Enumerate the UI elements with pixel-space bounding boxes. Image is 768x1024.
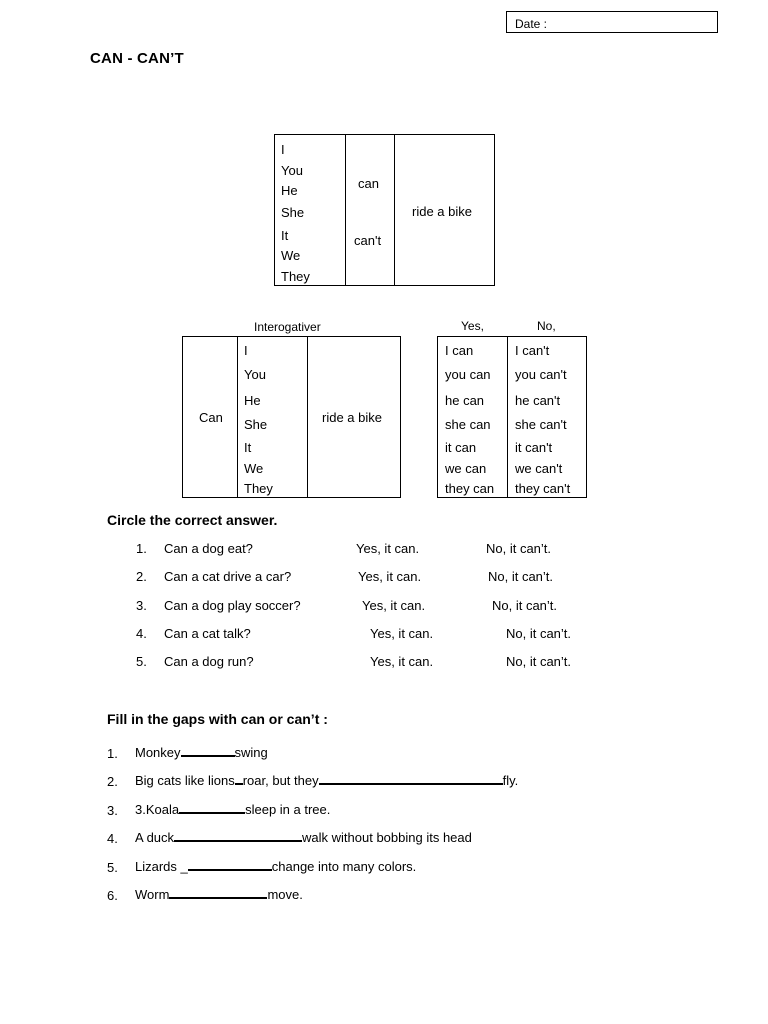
item-number: 1.	[107, 746, 118, 761]
sentence-middle: roar, but they	[242, 773, 319, 788]
question-text: Can a cat talk?	[164, 626, 251, 641]
sentence-start: 3.Koala	[135, 802, 180, 817]
pronoun-cell: I	[244, 343, 248, 358]
answer-gap[interactable]	[188, 859, 272, 871]
no-answer-cell: he can't	[515, 393, 561, 408]
exercise2-heading: Fill in the gaps with can or can’t :	[107, 711, 328, 727]
pronoun-cell: He	[281, 183, 298, 198]
table-divider	[507, 337, 508, 497]
no-answer-cell: I can't	[515, 343, 550, 358]
table-divider	[237, 337, 238, 497]
pronoun-cell: They	[281, 269, 310, 284]
item-number: 6.	[107, 888, 118, 903]
fill-gap-sentence	[135, 802, 330, 817]
verb-phrase-cell: ride a bike	[322, 410, 382, 425]
no-answer-cell: you can't	[515, 367, 567, 382]
yes-answer-cell: it can	[445, 440, 477, 455]
yes-answer-cell: we can	[445, 461, 487, 476]
yes-answer-cell: she can	[445, 417, 491, 432]
answer-no-option[interactable]: No, it can’t.	[486, 541, 552, 556]
pronoun-cell: It	[281, 228, 289, 243]
pronoun-cell: She	[281, 205, 305, 220]
table-divider	[394, 135, 395, 285]
modal-cant-cell: can't	[354, 233, 382, 248]
fill-gap-sentence	[135, 830, 472, 845]
sentence-start: Big cats like lions	[135, 773, 235, 788]
question-number: 5.	[136, 654, 147, 669]
page-title: CAN - CAN’T	[90, 50, 184, 67]
table-divider	[345, 135, 346, 285]
sentence-end: swing	[234, 745, 268, 760]
fill-gap-sentence	[135, 773, 518, 788]
sentence-end: move.	[267, 887, 303, 902]
date-field[interactable]	[506, 11, 718, 33]
no-answer-cell: we can't	[515, 461, 563, 476]
item-number: 4.	[107, 831, 118, 846]
item-number: 2.	[107, 774, 118, 789]
question-text: Can a dog run?	[164, 654, 254, 669]
yes-answer-cell: I can	[445, 343, 474, 358]
no-header: No,	[537, 319, 556, 333]
answer-gap[interactable]	[181, 745, 235, 757]
exercise1-heading: Circle the correct answer.	[107, 512, 278, 528]
sentence-end: sleep in a tree.	[245, 802, 331, 817]
pronoun-cell: It	[244, 440, 252, 455]
answer-yes-option[interactable]: Yes, it can.	[370, 626, 434, 641]
sentence-end: fly.	[502, 773, 519, 788]
fill-gap-sentence	[135, 745, 268, 760]
answer-no-option[interactable]: No, it can’t.	[506, 626, 572, 641]
no-answer-cell: they can't	[515, 481, 571, 496]
sentence-end: walk without bobbing its head	[302, 830, 472, 845]
no-answer-cell: she can't	[515, 417, 567, 432]
modal-cell: Can	[199, 410, 223, 425]
verb-phrase-cell: ride a bike	[412, 204, 472, 219]
yes-answer-cell: they can	[445, 481, 495, 496]
fill-gap-sentence	[135, 887, 303, 902]
sentence-start: Worm	[135, 887, 170, 902]
sentence-start: Lizards _	[135, 859, 188, 874]
pronoun-cell: They	[244, 481, 273, 496]
answer-gap[interactable]	[319, 773, 503, 785]
item-number: 3.	[107, 803, 118, 818]
item-number: 5.	[107, 860, 118, 875]
pronoun-cell: She	[244, 417, 268, 432]
question-text: Can a dog play soccer?	[164, 598, 301, 613]
answer-yes-option[interactable]: Yes, it can.	[362, 598, 426, 613]
yes-answer-cell: he can	[445, 393, 485, 408]
pronoun-cell: We	[281, 248, 301, 263]
interrogative-caption: Interogativer	[254, 320, 321, 334]
answer-gap[interactable]	[169, 887, 267, 899]
answer-gap[interactable]	[235, 773, 243, 785]
no-answer-cell: it can't	[515, 440, 553, 455]
pronoun-cell: We	[244, 461, 264, 476]
question-number: 3.	[136, 598, 147, 613]
question-number: 2.	[136, 569, 147, 584]
sentence-end: change into many colors.	[271, 859, 417, 874]
table-divider	[307, 337, 308, 497]
fill-gap-sentence	[135, 859, 416, 874]
answer-gap[interactable]	[179, 802, 245, 814]
sentence-start: Monkey	[135, 745, 181, 760]
grammar-table-questions	[182, 336, 401, 498]
answer-yes-option[interactable]: Yes, it can.	[358, 569, 422, 584]
grammar-table-short-answers	[437, 336, 587, 498]
date-label: Date :	[515, 17, 548, 31]
pronoun-cell: He	[244, 393, 261, 408]
answer-no-option[interactable]: No, it can’t.	[492, 598, 558, 613]
yes-answer-cell: you can	[445, 367, 491, 382]
answer-gap[interactable]	[174, 830, 302, 842]
answer-no-option[interactable]: No, it can’t.	[506, 654, 572, 669]
question-number: 1.	[136, 541, 147, 556]
pronoun-cell: You	[281, 163, 303, 178]
answer-no-option[interactable]: No, it can’t.	[488, 569, 554, 584]
modal-can-cell: can	[358, 176, 379, 191]
answer-yes-option[interactable]: Yes, it can.	[356, 541, 420, 556]
question-number: 4.	[136, 626, 147, 641]
yes-header: Yes,	[461, 319, 484, 333]
question-text: Can a cat drive a car?	[164, 569, 292, 584]
grammar-table-statements	[274, 134, 495, 286]
pronoun-cell: You	[244, 367, 266, 382]
question-text: Can a dog eat?	[164, 541, 253, 556]
answer-yes-option[interactable]: Yes, it can.	[370, 654, 434, 669]
pronoun-cell: I	[281, 142, 285, 157]
sentence-start: A duck	[135, 830, 175, 845]
